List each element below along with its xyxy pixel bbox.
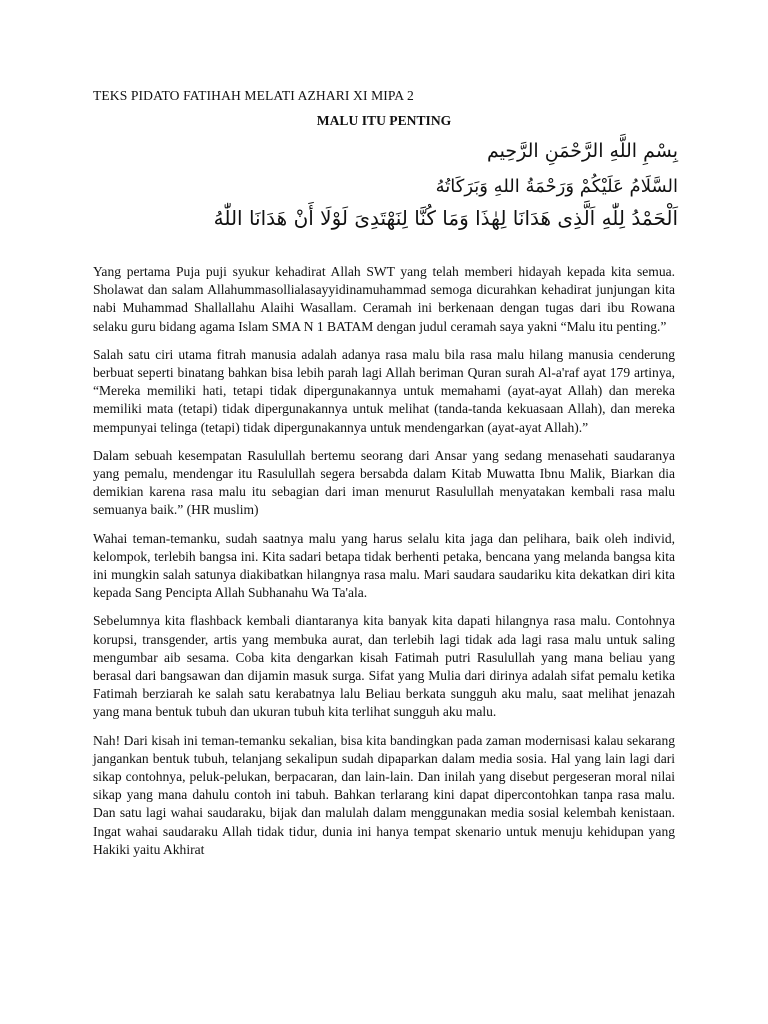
paragraph-hadith: Dalam sebuah kesempatan Rasulullah bertemu seorang dari Ansar yang sedang menasehati saudaranya yang pemalu, mendengar itu Rasulullah segera bersabda dalam Kitab Muwatta Ibnu Malik, Biarkan dia demikian karena rasa malu itu sebagian dari iman menurut Rasulullah menyatakan kembali rasa malu semuanya baik.” (HR muslim) — [93, 447, 675, 518]
document-body — [93, 263, 675, 869]
paragraph-examples: Sebelumnya kita flashback kembali diantaranya kita banyak kita dapati hilangnya rasa malu. Contohnya korupsi, transgender, artis yang membuka aurat, dan terlebih lagi tidak ada lagi rasa malu untuk saling mengumbar aib sesama. Coba kita dengarkan kisah Fatimah putri Rasulullah yang mana beliau yang berasal dari bangsawan dan dijamin masuk surga. Sifat yang Mulia dari dirinya adalah sifat pemalu ketika Fatimah berziarah ke salah satu kerabatnya lalu Beliau berkata sungguh aku malu, saat melihat jenazah yang mana bentuk tubuh dan ukuran tubuh kita terlihat sungguh aku malu. — [93, 613, 675, 720]
document-header-line: TEKS PIDATO FATIHAH MELATI AZHARI XI MIPA 2 — [93, 88, 414, 103]
paragraph-modern: Nah! Dari kisah ini teman-temanku sekalian, bisa kita bandingkan pada zaman modernisasi kalau sekarang jangankan bentuk tubuh, telanjang sekalipun sudah dipaparkan dalam media sosia. Hal yang lain lagi dari sikap contohnya, peluk-pelukan, berpacaran, dan lain-lain. Dan inilah yang disebut pergeseran moral nilai sikap yang mana dahulu contoh ini tabuh. Bahkan terlarang kini dapat dipercontohkan tanpa rasa malu. Dan satu lagi wahai saudaraku, bijak dan malulah dalam menggunakan media sosial kelembah kenistaan. Ingat wahai saudaraku Allah tidak tidur, dunia ini hanya tempat skenario untuk menuju kehidupan yang Hakiki yaitu Akhirat — [93, 732, 675, 857]
paragraph-fitrah: Salah satu ciri utama fitrah manusia adalah adanya rasa malu bila rasa malu hilang manusia cenderung berbuat seperti binatang bahkan bisa lebih parah lagi Allah beriman Quran surah Al-a'raf ayat 179 artinya, “Mereka memiliki hati, tetapi tidak dipergunakannya untuk memahami (ayat-ayat Allah) dan mereka memiliki mata (tetapi) tidak dipergunakannya untuk melihat (tanda-tanda kekuasaan Allah), dan mereka mempunyai telinga (tetapi) tidak dipergunakannya untuk mendengarkan (ayat-ayat Allah).” — [93, 346, 675, 435]
arabic-hamdalah: اَلْحَمْدُ لِلّٰهِ اَلَّذِى هَدَانَا لِهٰذَا وَمَا كُنَّا لِنَهْتَدِىَ لَوْلَا أَنْ هَدَانَا اللّٰهُ — [213, 206, 678, 230]
document-title: MALU ITU PENTING — [316, 113, 452, 128]
paragraph-opening: Yang pertama Puja puji syukur kehadirat Allah SWT yang telah memberi hidayah kepada kita semua. Sholawat dan salam Allahummasollialasayyidinamuhammad semoga dicurahkan kehadirat junjungan kita nabi Muhammad Shallallahu Alaihi Wasallam. Ceramah ini berkenaan dengan tugas dari ibu Rowana selaku guru bidang agama Islam SMA N 1 BATAM dengan judul ceramah saya yakni “Malu itu penting.” — [93, 264, 675, 334]
arabic-basmala: بِسْمِ اللَّهِ الرَّحْمَنِ الرَّحِيم — [487, 140, 678, 162]
arabic-salam: السَّلَامُ عَلَيْكُمْ وَرَحْمَةُ اللهِ وَبَرَكَاتُهُ — [435, 176, 678, 197]
paragraph-appeal: Wahai teman-temanku, sudah saatnya malu yang harus selalu kita jaga dan pelihara, baik oleh individ, kelompok, terlebih bangsa ini. Kita sadari betapa tidak berhenti petaka, bencana yang melanda bangsa kita ini mungkin salah satunya diakibatkan hilangnya rasa malu. Mari saudara saudariku kita dekatkan diri kita kepada Sang Pencipta Allah Subhanahu Wa Ta'ala. — [93, 530, 675, 601]
